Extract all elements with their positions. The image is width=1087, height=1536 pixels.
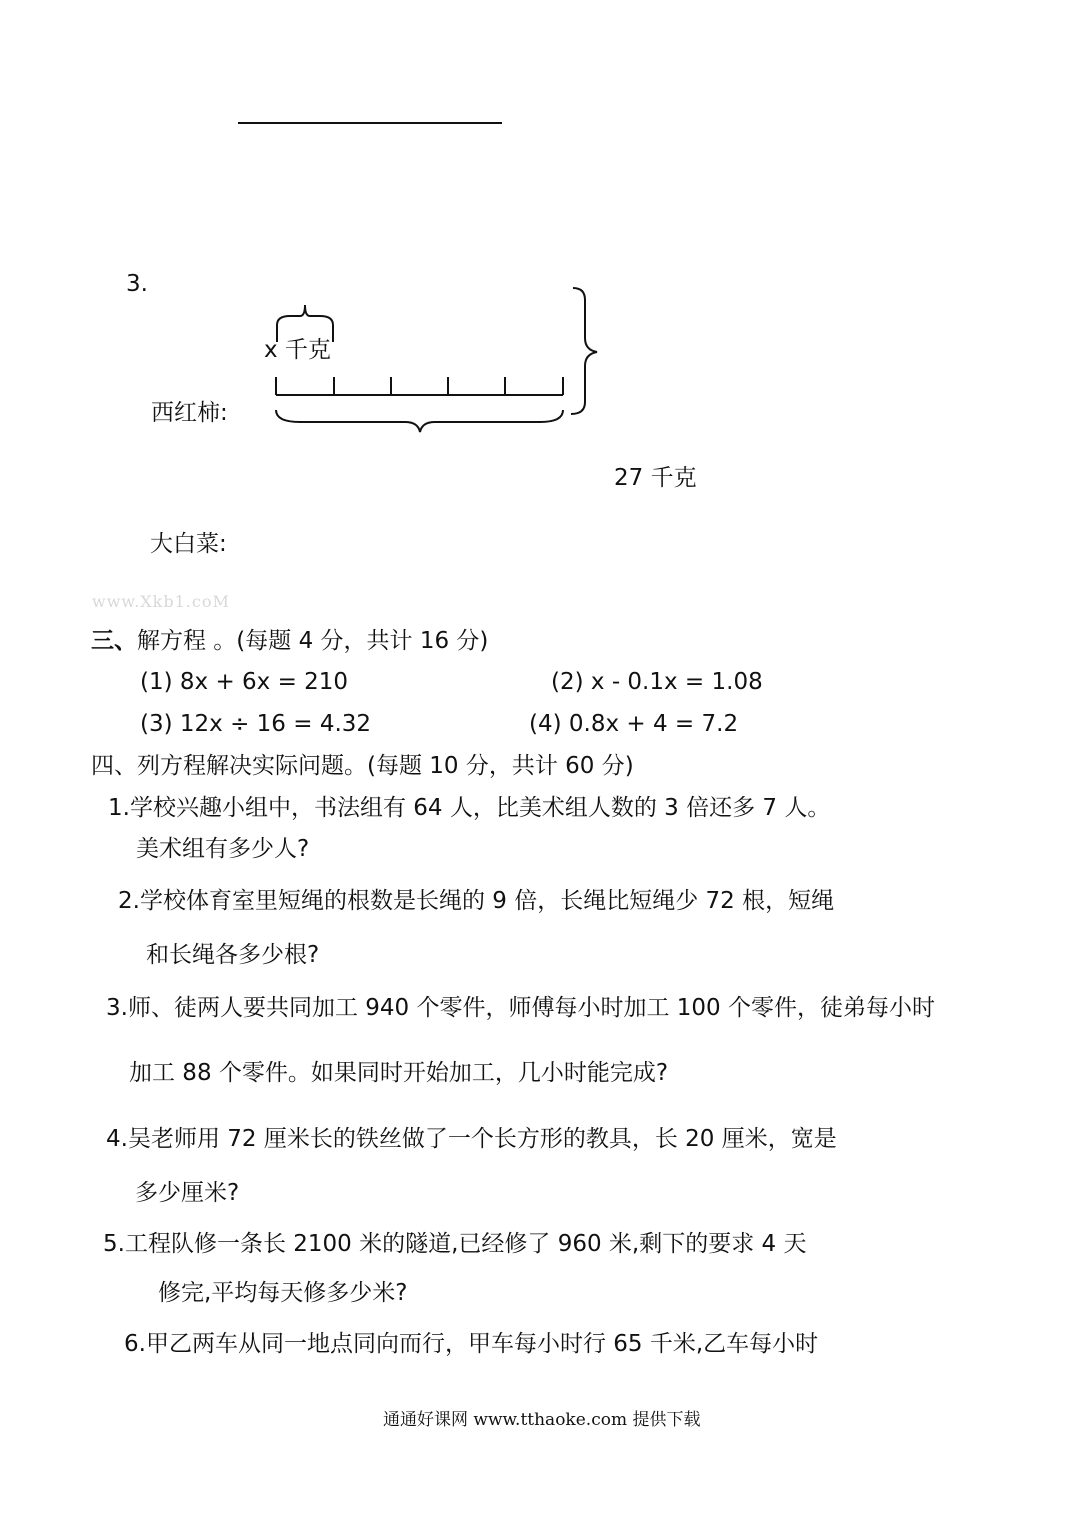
question-4-line-1: 4.吴老师用 72 厘米长的铁丝做了一个长方形的教具，长 20 厘米，宽是 <box>106 1126 837 1152</box>
section3-heading <box>91 630 488 653</box>
question-2-line-2: 和长绳各多少根? <box>146 942 320 968</box>
equation-2: (2) x - 0.1x = 1.08 <box>551 669 763 695</box>
footer: 通通好课网 www.tthaoke.com 提供下载 <box>383 1410 701 1430</box>
question-5-line-2: 修完,平均每天修多少米? <box>158 1280 408 1306</box>
bar-brace <box>276 410 563 432</box>
question-1-line-2: 美术组有多少人? <box>136 836 310 862</box>
section3-title: 解方程 。(每题 4 分，共计 16 分) <box>137 628 489 654</box>
total-brace <box>571 288 597 414</box>
question-3-line-1: 3.师、徒两人要共同加工 940 个零件，师傅每小时加工 100 个零件，徒弟每小时 <box>106 995 935 1021</box>
question-5-line-1: 5.工程队修一条长 2100 米的隧道,已经修了 960 米,剩下的要求 4 天 <box>103 1231 807 1257</box>
watermark: www.Xkb1.coM <box>92 592 230 611</box>
tomato-bar <box>276 377 563 395</box>
equation-4: (4) 0.8x + 4 = 7.2 <box>529 711 739 737</box>
question-6-line-1: 6.甲乙两车从同一地点同向而行，甲车每小时行 65 千米,乙车每小时 <box>124 1331 819 1357</box>
section4-heading: 四、列方程解决实际问题。(每题 10 分，共计 60 分) <box>91 753 634 779</box>
question-3-line-2: 加工 88 个零件。如果同时开始加工，几小时能完成? <box>129 1060 669 1086</box>
question-2-line-1: 2.学校体育室里短绳的根数是长绳的 9 倍，长绳比短绳少 72 根，短绳 <box>118 888 835 914</box>
equation-1: (1) 8x + 6x = 210 <box>140 669 349 695</box>
question-1-line-1: 1.学校兴趣小组中，书法组有 64 人，比美术组人数的 3 倍还多 7 人。 <box>108 795 831 821</box>
question-4-line-2: 多少厘米? <box>135 1180 240 1206</box>
cabbage-label: 大白菜: <box>150 531 227 557</box>
tomato-label: 西红柿: <box>151 400 228 426</box>
total-label: 27 千克 <box>614 465 697 491</box>
unit-label: x 千克 <box>264 337 331 363</box>
equation-3: (3) 12x ÷ 16 = 4.32 <box>140 711 372 737</box>
problem-number: 3. <box>126 271 148 297</box>
section3-prefix: 三、 <box>91 628 137 654</box>
